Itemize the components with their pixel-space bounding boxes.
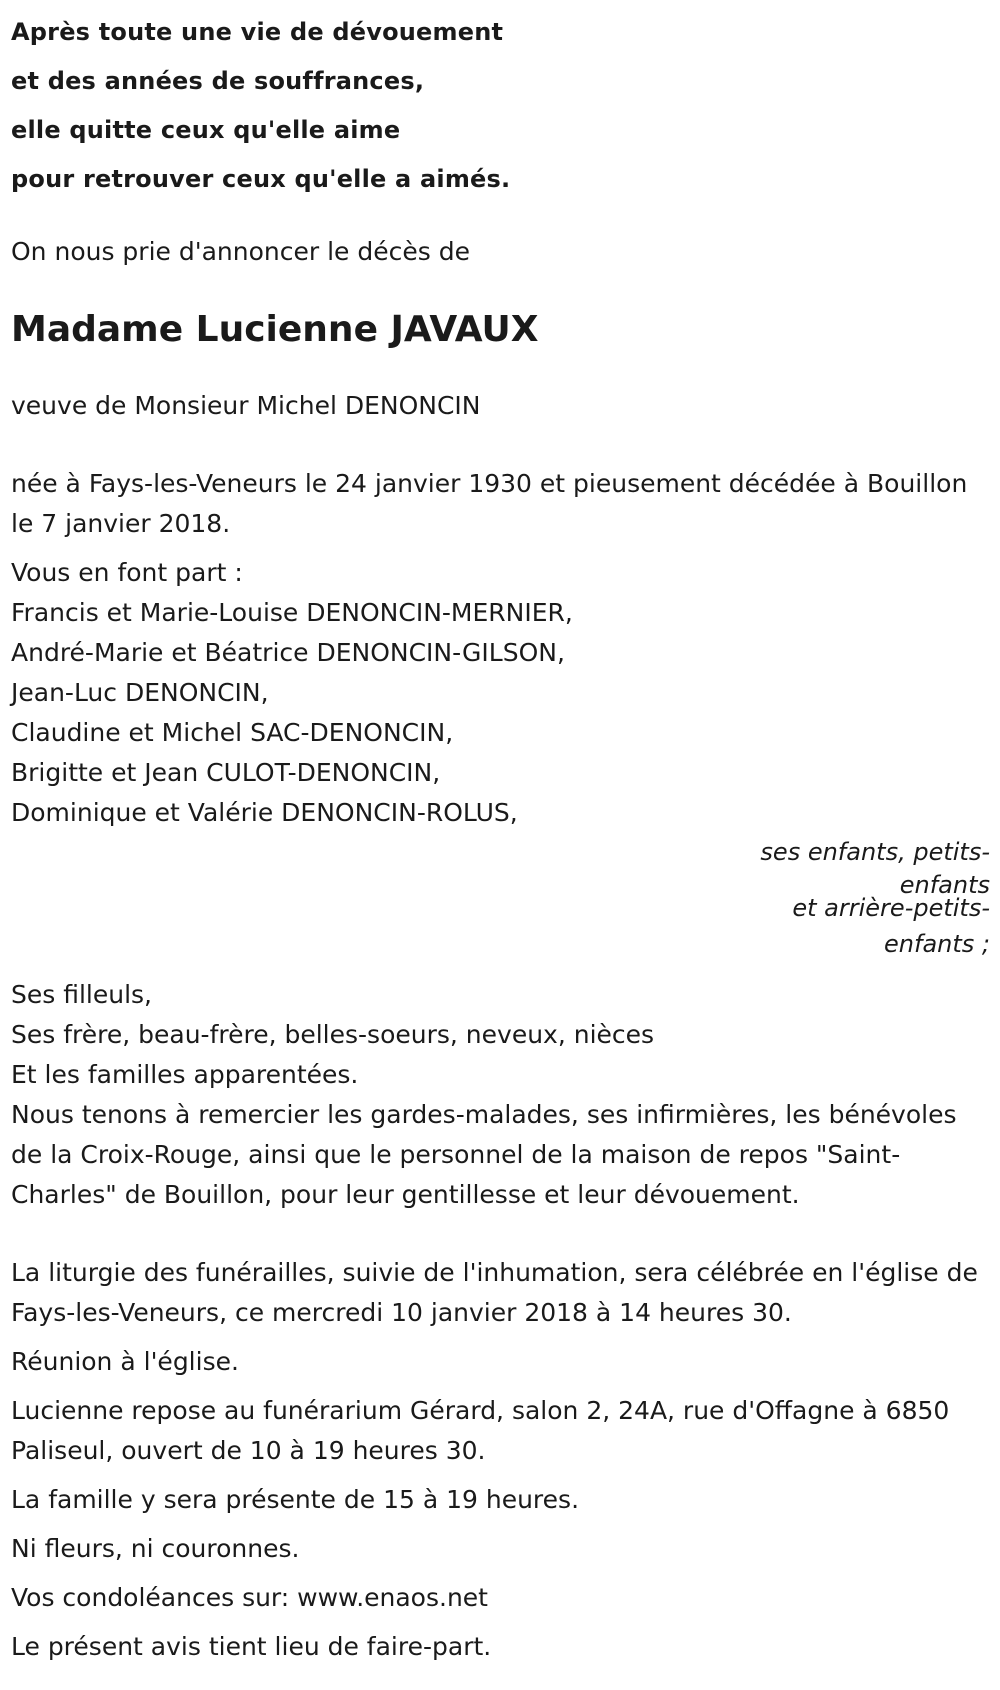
obituary-notice bbox=[11, 0, 991, 1667]
funeral-home-paragraph: Lucienne repose au funérarium Gérard, salon 2, 24A, rue d'Offagne à 6850 Paliseul, ouvert de 10 à 19 heures 30. bbox=[11, 1396, 950, 1465]
children-list bbox=[11, 593, 991, 833]
children-role-line: et arrière-petits- bbox=[792, 894, 990, 922]
epigraph-line: Après toute une vie de dévouement bbox=[11, 18, 504, 46]
list-item: Brigitte et Jean CULOT-DENONCIN, bbox=[11, 758, 441, 787]
family-presence-paragraph: La famille y sera présente de 15 à 19 heures. bbox=[11, 1485, 580, 1514]
children-role-line: enfants bbox=[899, 871, 990, 899]
liturgy-paragraph: La liturgie des funérailles, suivie de l'inhumation, sera célébrée en l'église de Fays-les-Veneurs, ce mercredi 10 janvier 2018 à 14 heures 30. bbox=[11, 1258, 978, 1327]
notice-paragraph: Le présent avis tient lieu de faire-part. bbox=[11, 1632, 492, 1661]
list-item: Francis et Marie-Louise DENONCIN-MERNIER, bbox=[11, 598, 573, 627]
list-item: Claudine et Michel SAC-DENONCIN, bbox=[11, 718, 454, 747]
list-item: Dominique et Valérie DENONCIN-ROLUS, bbox=[11, 798, 518, 827]
widow-of: veuve de Monsieur Michel DENONCIN bbox=[11, 391, 481, 420]
deceased-name: Madame Lucienne JAVAUX bbox=[11, 309, 539, 350]
announcers-intro: Vous en font part : bbox=[11, 558, 243, 587]
list-item: Jean-Luc DENONCIN, bbox=[11, 678, 269, 707]
epigraph-line: elle quitte ceux qu'elle aime bbox=[11, 116, 401, 144]
no-flowers-paragraph: Ni fleurs, ni couronnes. bbox=[11, 1534, 300, 1563]
epigraph-line: pour retrouver ceux qu'elle a aimés. bbox=[11, 165, 511, 193]
birth-death-details: née à Fays-les-Veneurs le 24 janvier 1930 et pieusement décédée à Bouillon le 7 janvier 2018. bbox=[11, 469, 968, 538]
thanks-paragraph: Nous tenons à remercier les gardes-malades, ses infirmières, les bénévoles de la Croix-Rouge, ainsi que le personnel de la maison de repos "Saint-Charles" de Bouillon, pour leur gentillesse et leur dévouement. bbox=[11, 1100, 957, 1209]
children-role-line: enfants ; bbox=[884, 930, 990, 958]
list-item: Et les familles apparentées. bbox=[11, 1060, 359, 1089]
list-item: Ses filleuls, bbox=[11, 980, 153, 1009]
condolences-paragraph: Vos condoléances sur: www.enaos.net bbox=[11, 1583, 488, 1612]
children-role-line: ses enfants, petits- bbox=[760, 838, 990, 866]
list-item: André-Marie et Béatrice DENONCIN-GILSON, bbox=[11, 638, 565, 667]
epigraph bbox=[11, 0, 991, 204]
announcement-intro: On nous prie d'annoncer le décès de bbox=[11, 237, 470, 266]
children-role bbox=[752, 833, 990, 963]
meeting-paragraph: Réunion à l'église. bbox=[11, 1347, 239, 1376]
list-item: Ses frère, beau-frère, belles-soeurs, neveux, nièces bbox=[11, 1020, 655, 1049]
epigraph-line: et des années de souffrances, bbox=[11, 67, 425, 95]
relatives-list bbox=[11, 975, 991, 1095]
